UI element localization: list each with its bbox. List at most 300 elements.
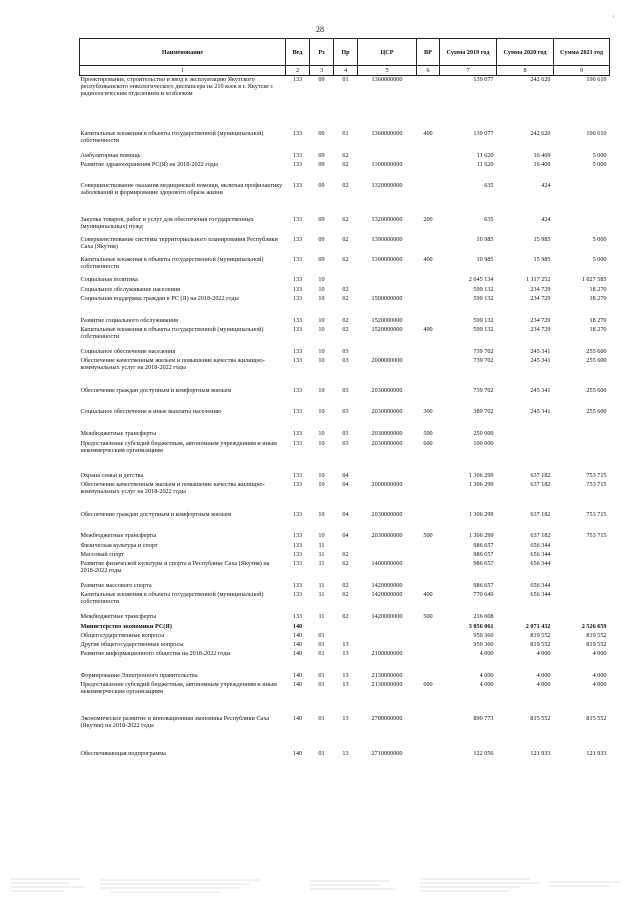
row-ved: 133 [292, 285, 303, 293]
row-pr: 02 [342, 316, 349, 324]
row-csr: 2000000000 [371, 356, 403, 364]
row-csr: 1300000000 [371, 160, 403, 168]
row-sum-2021 [554, 542, 610, 551]
row-sum-2019: 599 132 [473, 285, 494, 293]
row-name: Другие общегосударственные вопросы [80, 640, 184, 648]
row-rz: 10 [318, 407, 325, 415]
table-row [80, 295, 610, 317]
row-rz: 01 [318, 714, 325, 722]
table-row [80, 256, 610, 276]
row-sum-2019: 10 985 [476, 255, 494, 263]
header-rz: Рз [310, 39, 334, 66]
row-sum-2019: 599 132 [473, 294, 494, 302]
row-rz: 01 [318, 640, 325, 648]
column-number: 3 [310, 66, 334, 76]
row-name: Обеспечение качественным жильем и повышение качества жилищно-коммунальных услуг на 2018-2022 годы [80, 480, 265, 495]
row-pr: 02 [342, 294, 349, 302]
row-csr: 1400000000 [371, 559, 403, 567]
row-vr [417, 387, 440, 408]
table-row [80, 750, 610, 760]
row-sum-2020: 234 729 [530, 294, 551, 302]
row-sum-2021 [554, 182, 610, 216]
row-pr: 02 [342, 151, 349, 159]
row-vr: 400 [423, 590, 433, 598]
row-sum-2020: 234 729 [530, 285, 551, 293]
row-sum-2020 [497, 613, 554, 623]
row-csr: 2130000000 [371, 671, 403, 679]
row-name: Социальная поддержка граждан в РС (Я) на 2018-2022 годы [80, 294, 239, 302]
row-sum-2020: 2 071 432 [525, 622, 551, 630]
row-csr: 1320000000 [371, 215, 403, 223]
row-sum-2021: 753 715 [586, 480, 607, 488]
row-csr: 1320000000 [371, 181, 403, 189]
row-rz [310, 623, 334, 632]
row-name: Формирование Электронного правительства [80, 671, 198, 679]
row-sum-2021: 5 000 [592, 255, 607, 263]
row-vr [417, 481, 440, 511]
row-vr [417, 295, 440, 317]
row-pr: 02 [342, 181, 349, 189]
row-rz: 10 [318, 325, 325, 333]
row-sum-2019: 4 000 [479, 671, 494, 679]
row-vr [417, 750, 440, 760]
row-csr: 2030000000 [371, 531, 403, 539]
row-pr: 02 [342, 255, 349, 263]
row-pr: 13 [342, 640, 349, 648]
row-sum-2020: 245 341 [530, 407, 551, 415]
row-pr: 13 [342, 749, 349, 757]
row-vr [417, 650, 440, 672]
row-sum-2020: 4 000 [536, 680, 551, 688]
row-sum-2020: 637 182 [530, 471, 551, 479]
row-csr [358, 641, 417, 650]
row-sum-2021: 2 526 659 [581, 622, 607, 630]
row-vr [417, 715, 440, 750]
row-name: Обеспечивающая подпрограмма [80, 749, 166, 757]
row-sum-2020: 637 182 [530, 531, 551, 539]
row-sum-2021: 819 552 [586, 640, 607, 648]
row-csr [358, 152, 417, 161]
row-ved: 133 [292, 235, 303, 243]
column-number: 4 [334, 66, 358, 76]
row-csr: 1420000000 [371, 612, 403, 620]
row-ved: 133 [292, 541, 303, 549]
row-sum-2019: 1 306 299 [468, 480, 494, 488]
row-csr: 2130000000 [371, 680, 403, 688]
row-sum-2020: 15 985 [533, 235, 551, 243]
row-pr [334, 542, 358, 551]
row-sum-2020: 424 [541, 181, 551, 189]
row-ved: 140 [292, 714, 303, 722]
row-csr: 2100000000 [371, 649, 403, 657]
row-sum-2021: 5 000 [592, 160, 607, 168]
row-rz: 11 [318, 550, 325, 558]
row-name: Развитие массового спорта [80, 581, 152, 589]
column-number: 2 [286, 66, 310, 76]
scan-mark: ' [612, 14, 614, 23]
row-csr [358, 632, 417, 641]
row-sum-2021: 18 270 [589, 325, 607, 333]
row-sum-2019: 986 657 [473, 550, 494, 558]
row-vr: 600 [423, 680, 433, 688]
row-vr: 500 [423, 531, 433, 539]
row-vr [417, 317, 440, 326]
row-vr: 200 [423, 215, 433, 223]
row-rz: 01 [318, 749, 325, 757]
row-pr: 02 [342, 550, 349, 558]
row-sum-2020: 637 182 [530, 510, 551, 518]
row-csr: 1520000000 [371, 325, 403, 333]
column-number: 8 [497, 66, 554, 76]
row-vr [417, 623, 440, 632]
row-pr: 02 [342, 215, 349, 223]
row-sum-2019: 216 008 [473, 612, 494, 620]
table-row [80, 532, 610, 542]
table-row [80, 161, 610, 182]
row-vr: 400 [423, 255, 433, 263]
table-row [80, 236, 610, 256]
row-sum-2021: 815 552 [586, 714, 607, 722]
table-row [80, 511, 610, 532]
row-pr: 02 [342, 160, 349, 168]
row-name: Массовый спорт [80, 550, 125, 558]
row-csr [358, 348, 417, 357]
row-csr: 1520000000 [371, 316, 403, 324]
row-rz: 09 [318, 129, 325, 137]
row-name: Физическая культура и спорт [80, 541, 158, 549]
row-vr [417, 582, 440, 591]
row-sum-2020: 637 182 [530, 480, 551, 488]
row-csr [358, 542, 417, 551]
row-csr: 2030000000 [371, 407, 403, 415]
row-rz: 10 [318, 480, 325, 488]
table-row [80, 182, 610, 216]
table-row [80, 317, 610, 326]
row-csr: 1420000000 [371, 581, 403, 589]
table-row [80, 216, 610, 236]
row-sum-2020: 234 729 [530, 316, 551, 324]
row-csr: 2030000000 [371, 510, 403, 518]
table-row [80, 357, 610, 387]
row-vr [417, 641, 440, 650]
table-row [80, 613, 610, 623]
row-sum-2020: 245 341 [530, 386, 551, 394]
row-sum-2019: 986 657 [473, 581, 494, 589]
table-row [80, 582, 610, 591]
row-pr: 02 [342, 581, 349, 589]
row-sum-2021: 18 270 [589, 316, 607, 324]
row-csr: 1420000000 [371, 590, 403, 598]
row-pr: 01 [342, 129, 349, 137]
table-row [80, 481, 610, 511]
row-sum-2020 [497, 430, 554, 440]
row-sum-2019: 599 132 [473, 325, 494, 333]
row-rz: 09 [318, 255, 325, 263]
row-rz: 09 [318, 151, 325, 159]
page-number: 28 [316, 25, 324, 34]
row-rz: 10 [318, 429, 325, 437]
row-ved: 140 [292, 671, 303, 679]
row-sum-2019: 1 306 299 [468, 531, 494, 539]
column-number: 1 [80, 66, 286, 76]
row-pr: 03 [342, 386, 349, 394]
row-ved: 133 [292, 181, 303, 189]
row-pr [334, 623, 358, 632]
row-sum-2021: 753 715 [586, 531, 607, 539]
row-ved: 133 [292, 510, 303, 518]
row-sum-2020: 815 552 [530, 714, 551, 722]
row-pr: 02 [342, 235, 349, 243]
row-pr: 03 [342, 429, 349, 437]
row-csr: 1390000000 [371, 255, 403, 263]
row-sum-2019: 100 000 [473, 439, 494, 447]
row-ved: 133 [292, 215, 303, 223]
row-pr: 02 [342, 285, 349, 293]
row-sum-2020: 4 000 [536, 649, 551, 657]
row-sum-2020: 242 620 [530, 129, 551, 137]
row-vr [417, 236, 440, 256]
row-sum-2021: 190 610 [586, 129, 607, 137]
row-vr [417, 542, 440, 551]
row-sum-2021 [554, 560, 610, 582]
row-ved: 133 [292, 386, 303, 394]
row-csr: 2700000000 [371, 714, 403, 722]
row-pr: 13 [342, 680, 349, 688]
row-csr [358, 551, 417, 560]
row-pr: 02 [342, 590, 349, 598]
row-sum-2021 [554, 591, 610, 613]
row-name: Проектирование, строительство и ввод в эксплуатацию Якутского республиканского онкологического диспансера на 210 коек в г. Якутске с радиологическим отделением и хозблоком [80, 76, 274, 97]
row-rz: 10 [318, 275, 325, 283]
row-name: Межбюджетные трансферты [80, 531, 157, 539]
row-ved: 133 [292, 316, 303, 324]
table-row [80, 681, 610, 715]
row-ved: 133 [292, 76, 303, 83]
row-vr: 300 [423, 407, 433, 415]
row-name: Развитие здравоохранения РС(Я) на 2018-2022 годы [80, 160, 218, 168]
row-name: Министерство экономики РС(Я) [80, 622, 172, 630]
row-vr: 600 [423, 439, 433, 447]
row-pr: 04 [342, 510, 349, 518]
row-name: Капитальные вложения в объекты государственной (муниципальной) собственности [80, 590, 264, 605]
row-sum-2020: 16 409 [533, 160, 551, 168]
row-ved: 140 [292, 749, 303, 757]
row-rz: 09 [318, 181, 325, 189]
row-ved: 133 [292, 480, 303, 488]
row-name: Социальное обеспечение и иные выплаты населению [80, 407, 222, 415]
row-pr: 03 [342, 347, 349, 355]
row-sum-2020: 656 344 [530, 541, 551, 549]
row-vr: 400 [423, 129, 433, 137]
column-number: 6 [417, 66, 440, 76]
header-sum-2019: Сумма 2019 год [440, 39, 497, 66]
row-ved: 140 [292, 640, 303, 648]
row-ved: 140 [292, 631, 303, 639]
row-pr: 03 [342, 439, 349, 447]
row-sum-2021 [554, 216, 610, 236]
row-ved: 133 [292, 559, 303, 567]
row-sum-2020: 656 344 [530, 550, 551, 558]
budget-table [79, 38, 610, 760]
row-ved: 133 [292, 160, 303, 168]
row-sum-2020: 424 [541, 215, 551, 223]
row-sum-2019: 890 773 [473, 714, 494, 722]
row-ved: 133 [292, 612, 303, 620]
table-row [80, 641, 610, 650]
row-sum-2021 [554, 430, 610, 440]
row-sum-2020: 121 933 [530, 749, 551, 757]
header-row [80, 39, 610, 66]
row-rz: 10 [318, 347, 325, 355]
row-sum-2021 [554, 551, 610, 560]
row-ved: 140 [292, 680, 303, 688]
row-rz: 11 [318, 559, 325, 567]
row-name: Экономическое развитие и инновационная экономика Республики Саха (Якутия) на 2018-2022 годы [80, 714, 269, 729]
row-pr: 13 [342, 649, 349, 657]
row-csr: 2030000000 [371, 429, 403, 437]
row-vr [417, 276, 440, 286]
row-sum-2019: 11 620 [476, 160, 494, 168]
row-name: Обеспечение качественным жильем и повышение качества жилищно-коммунальных услуг на 2018-2022 годы [80, 356, 265, 371]
row-sum-2020: 819 552 [530, 631, 551, 639]
row-rz: 09 [318, 160, 325, 168]
row-rz: 10 [318, 294, 325, 302]
row-sum-2021: 5 000 [592, 151, 607, 159]
row-name: Капитальные вложения в объекты государственной (муниципальной) собственности [80, 255, 264, 270]
row-sum-2019: 4 000 [479, 680, 494, 688]
row-sum-2021: 18 270 [589, 294, 607, 302]
row-rz: 10 [318, 471, 325, 479]
row-sum-2019: 959 360 [473, 640, 494, 648]
table-row [80, 408, 610, 430]
row-ved: 133 [292, 407, 303, 415]
row-sum-2020: 245 341 [530, 356, 551, 364]
row-ved: 133 [292, 294, 303, 302]
row-csr [358, 623, 417, 632]
row-vr [417, 76, 440, 130]
row-sum-2019: 11 620 [476, 151, 494, 159]
row-vr [417, 511, 440, 532]
table-row [80, 286, 610, 295]
table-row [80, 623, 610, 632]
row-vr [417, 182, 440, 216]
row-pr [334, 276, 358, 286]
row-rz: 10 [318, 285, 325, 293]
table-row [80, 542, 610, 551]
row-name: Социальное обслуживание населения [80, 285, 180, 293]
row-rz: 10 [318, 386, 325, 394]
table-row [80, 632, 610, 641]
row-csr: 1360000000 [371, 129, 403, 137]
row-sum-2021: 4 000 [592, 680, 607, 688]
row-pr: 13 [342, 671, 349, 679]
row-ved: 133 [292, 550, 303, 558]
row-csr: 2710000000 [371, 749, 403, 757]
row-ved: 140 [292, 649, 303, 657]
row-vr: 400 [423, 325, 433, 333]
row-sum-2019: 250 000 [473, 429, 494, 437]
row-sum-2019: 3 056 061 [468, 622, 494, 630]
row-sum-2020: 234 729 [530, 325, 551, 333]
row-name: Капитальные вложения в объекты государственной (муниципальной) собственности [80, 325, 264, 340]
header-name: Наименование [80, 39, 286, 66]
row-rz: 01 [318, 671, 325, 679]
row-sum-2020: 16 409 [533, 151, 551, 159]
row-rz: 11 [318, 581, 325, 589]
row-rz: 09 [318, 235, 325, 243]
row-sum-2019: 635 [484, 181, 494, 189]
row-sum-2020: 656 344 [530, 590, 551, 598]
table-row [80, 76, 610, 130]
row-vr [417, 560, 440, 582]
row-name: Межбюджетные трансферты [80, 429, 157, 437]
row-sum-2021 [554, 582, 610, 591]
table-row [80, 348, 610, 357]
row-sum-2021: 18 270 [589, 285, 607, 293]
row-rz: 10 [318, 531, 325, 539]
row-name: Социальное обеспечение населения [80, 347, 176, 355]
row-rz: 01 [318, 680, 325, 688]
row-sum-2019: 959 360 [473, 631, 494, 639]
row-ved: 133 [292, 325, 303, 333]
row-pr: 02 [342, 612, 349, 620]
row-sum-2020: 1 117 252 [525, 275, 551, 283]
row-sum-2019: 4 000 [479, 649, 494, 657]
row-sum-2021: 819 552 [586, 631, 607, 639]
row-sum-2020: 245 341 [530, 347, 551, 355]
row-sum-2021 [554, 613, 610, 623]
row-sum-2019: 599 132 [473, 316, 494, 324]
row-rz: 10 [318, 439, 325, 447]
row-pr: 04 [342, 531, 349, 539]
row-name: Амбулаторная помощь [80, 151, 141, 159]
row-name: Совершенствование оказания медицинской помощи, включая профилактику заболеваний и формирование здорового образа жизни [80, 181, 283, 196]
row-sum-2019: 739 702 [473, 356, 494, 364]
row-ved: 133 [292, 471, 303, 479]
row-name: Социальная политика [80, 275, 138, 283]
row-ved: 133 [292, 255, 303, 263]
row-ved: 133 [292, 275, 303, 283]
row-sum-2020: 15 985 [533, 255, 551, 263]
column-number: 9 [554, 66, 610, 76]
row-vr [417, 551, 440, 560]
scan-artifact [10, 876, 630, 894]
table-row [80, 650, 610, 672]
row-sum-2021: 753 715 [586, 510, 607, 518]
row-name: Развитие физической культуры и спорта в Республике Саха (Якутия) на 2018-2022 годы [80, 559, 270, 574]
row-rz: 10 [318, 356, 325, 364]
row-sum-2019: 635 [484, 215, 494, 223]
row-vr [417, 632, 440, 641]
row-sum-2019: 986 657 [473, 559, 494, 567]
row-csr: 2030000000 [371, 386, 403, 394]
row-sum-2021 [554, 440, 610, 472]
row-vr [417, 348, 440, 357]
row-pr: 03 [342, 407, 349, 415]
row-pr: 02 [342, 325, 349, 333]
row-ved: 133 [292, 531, 303, 539]
row-pr: 02 [342, 559, 349, 567]
row-sum-2019: 739 702 [473, 347, 494, 355]
row-vr [417, 357, 440, 387]
row-sum-2020 [497, 440, 554, 472]
row-sum-2021: 1 027 585 [581, 275, 607, 283]
row-name: Капитальные вложения в объекты государственной (муниципальной) собственности [80, 129, 264, 144]
row-ved: 133 [292, 439, 303, 447]
row-ved: 140 [292, 622, 303, 630]
row-sum-2021: 255 600 [586, 386, 607, 394]
table-body [80, 76, 610, 760]
